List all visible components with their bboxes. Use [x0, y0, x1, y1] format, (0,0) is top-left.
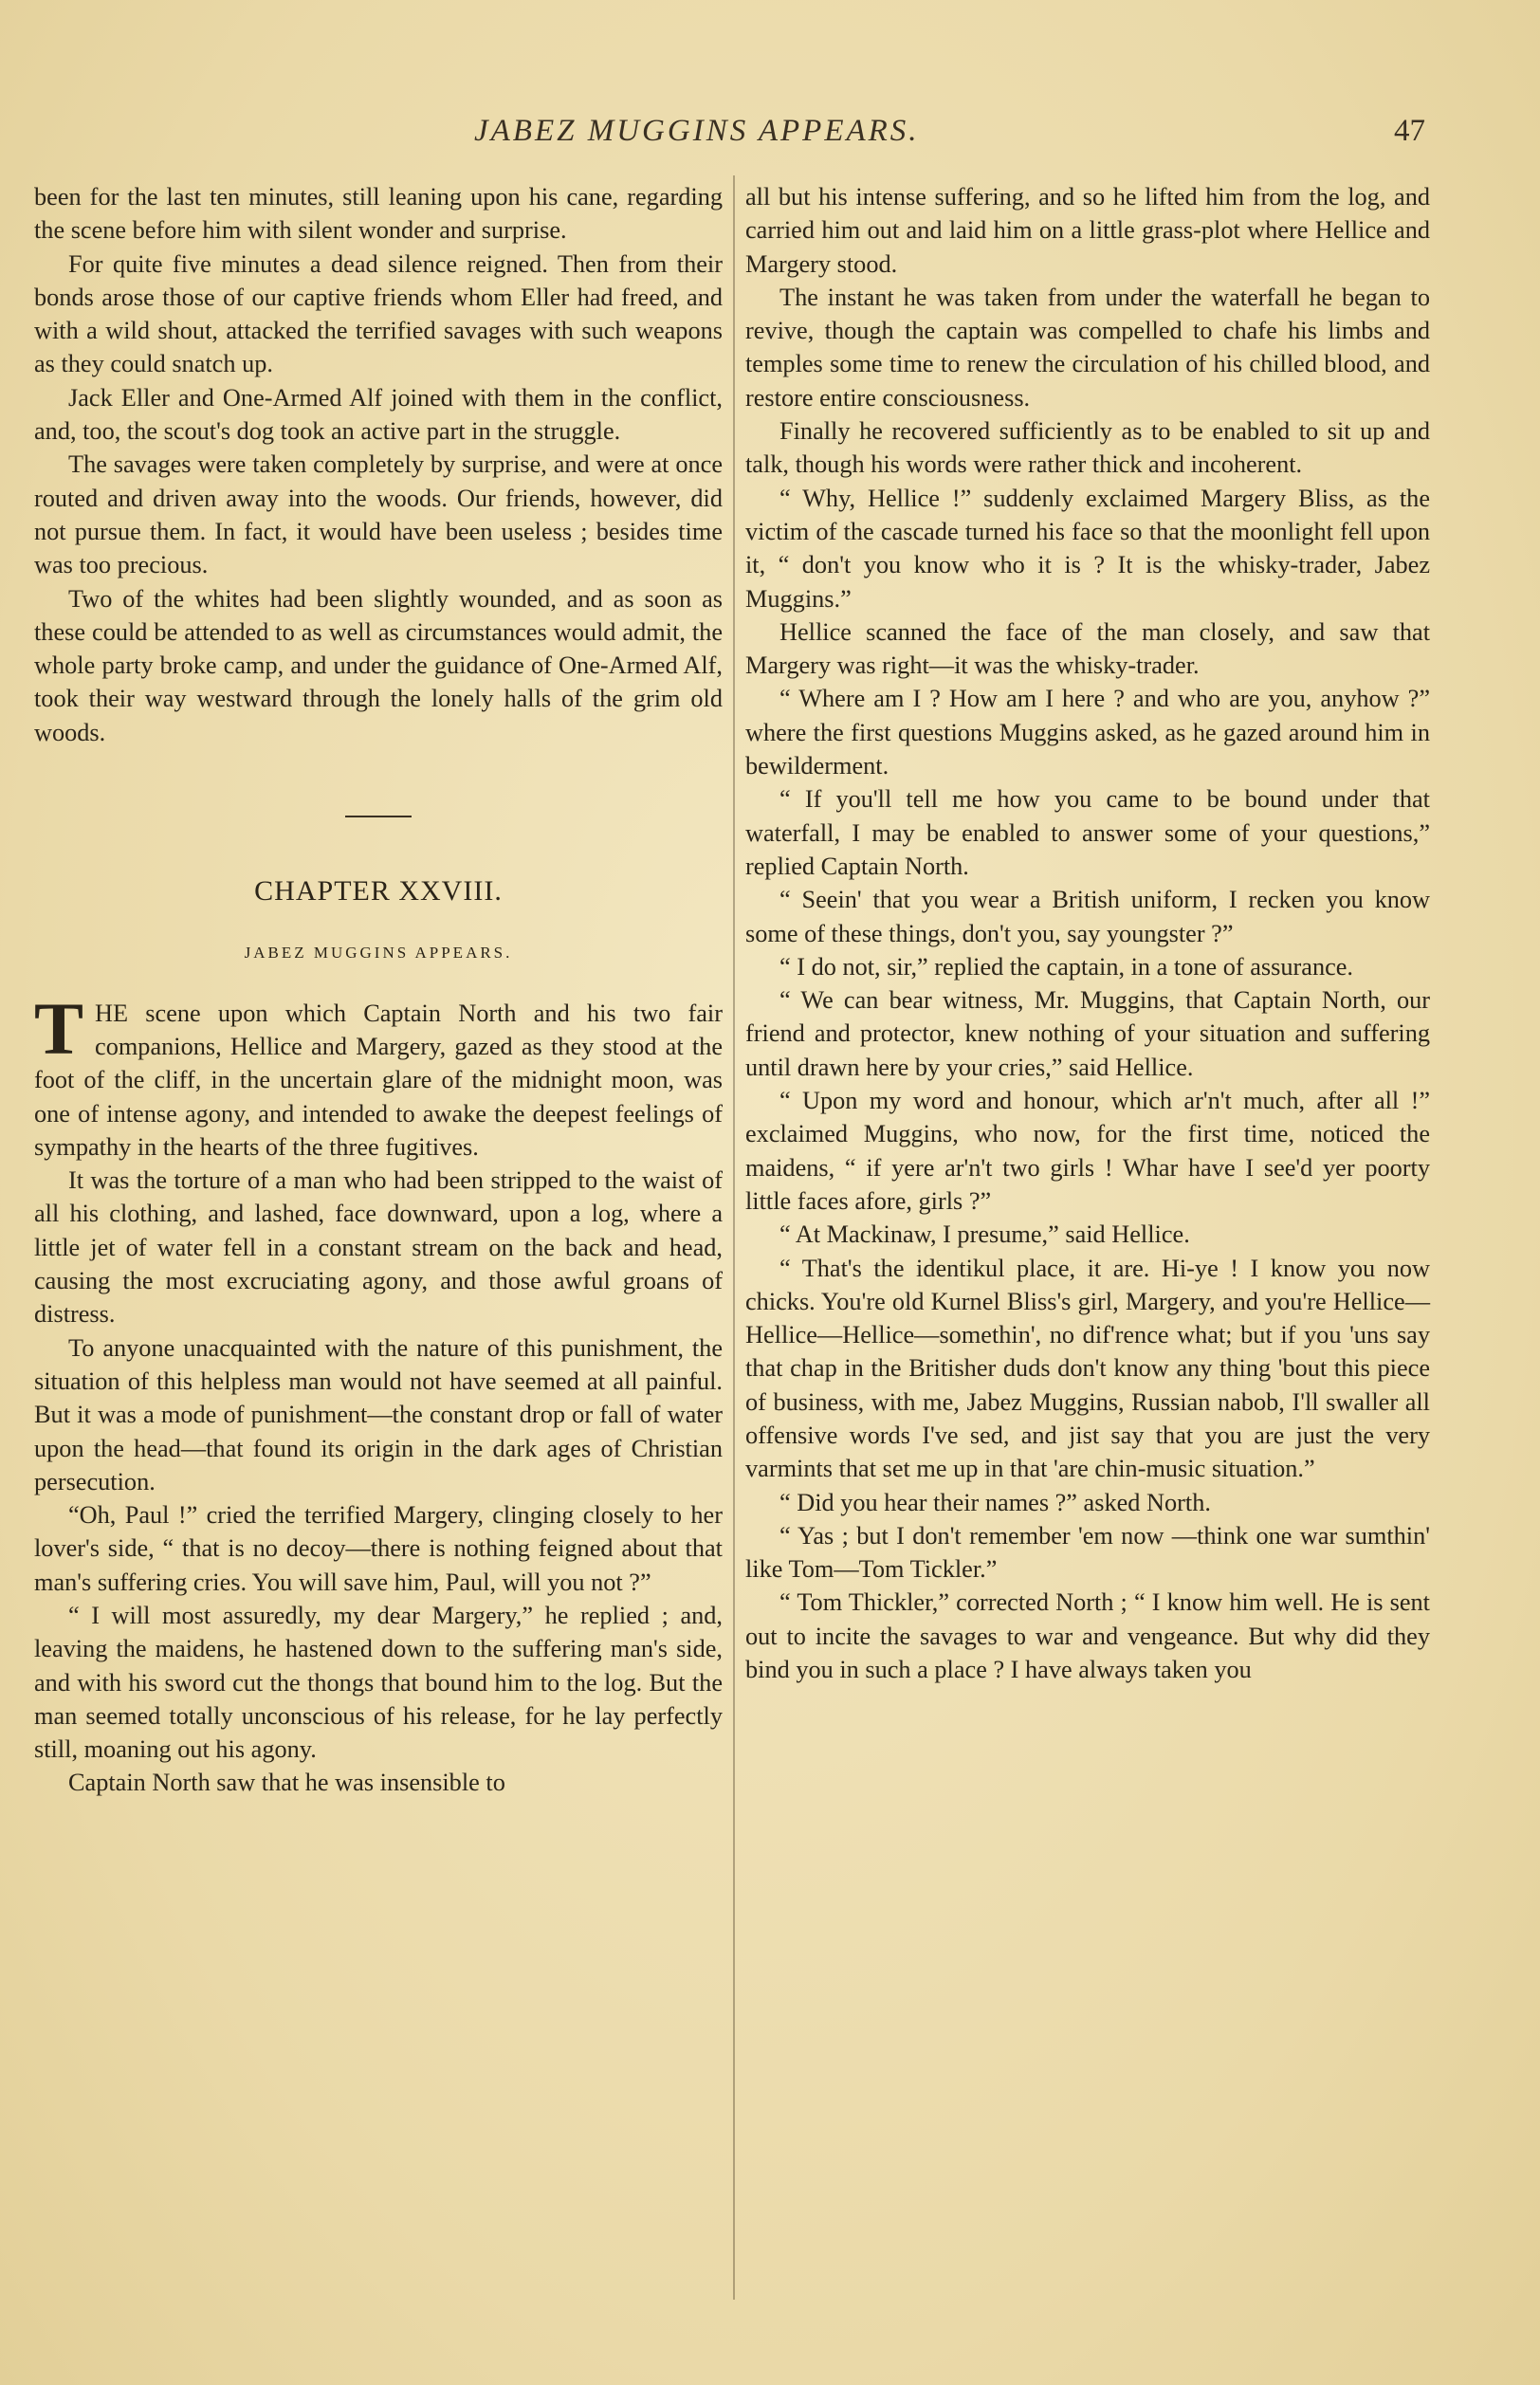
paragraph: “ Where am I ? How am I here ? and who are you, anyhow ?” where the first questions Muggins asked, as he gazed around him in bewilderment.: [745, 685, 1430, 780]
paragraph: “ We can bear witness, Mr. Muggins, that Captain North, our friend and protector, knew nothing of your situation and suffering until drawn here by your cries,” said Hellice.: [745, 986, 1430, 1081]
paragraph: It was the torture of a man who had been stripped to the waist of all his clothing, and lashed, face downward, upon a log, where a little jet of water fell in a constant stream on the back and head, causing the most excruciating agony, and those awful groans of distress.: [34, 1166, 723, 1329]
paragraph: “ Did you hear their names ?” asked North.: [779, 1488, 1211, 1516]
column-divider: [733, 175, 735, 2300]
opening-text: HE scene upon which Captain North and his two fair companions, Hellice and Margery, gazed as they stood at the foot of the cliff, in the uncertain glare of the midnight moon, was one of intense agony, and intended to awake the deepest feelings of sympathy in the hearts of the three fugitives.: [34, 999, 723, 1161]
paragraph: “ Upon my word and honour, which ar'n't much, after all !” exclaimed Muggins, who now, for the first time, noticed the maidens, “ if yere ar'n't two girls ! Whar have I see'd yer poorty little faces afore, girls ?”: [745, 1087, 1430, 1215]
paragraph: “ I will most assuredly, my dear Margery,” he replied ; and, leaving the maidens, he hastened down to the suffering man's side, and with his sword cut the thongs that bound him to the log. But the man seemed totally unconscious of his release, for he lay perfectly still, moaning out his agony.: [34, 1601, 723, 1764]
paragraph: “ Seein' that you wear a British uniform, I recken you know some of these things, don't you, say youngster ?”: [745, 886, 1430, 947]
paragraph: Finally he recovered sufficiently as to be enabled to sit up and talk, though his words were rather thick and incoherent.: [745, 417, 1430, 479]
paragraph: “ Yas ; but I don't remember 'em now —think one war sumthin' like Tom—Tom Tickler.”: [745, 1521, 1430, 1584]
running-title: JABEZ MUGGINS APPEARS.: [474, 114, 920, 148]
running-header: [0, 114, 1540, 152]
paragraph: The savages were taken completely by surprise, and were at once routed and driven away into the woods. Our friends, however, did not pursue them. In fact, it would have been useless ; besides time was too precious.: [34, 450, 723, 579]
chapter-opening-paragraph: [34, 986, 723, 1164]
paragraph: Hellice scanned the face of the man closely, and saw that Margery was right—it was the whisky-trader.: [745, 617, 1430, 680]
paragraph: “ Why, Hellice !” suddenly exclaimed Margery Bliss, as the victim of the cascade turned his face so that the moonlight fell upon it, “ don't you know who it is ? It is the whisky-trader, Jabez Muggins.”: [745, 484, 1430, 613]
paragraph: Captain North saw that he was insensible to: [68, 1769, 505, 1797]
drop-cap: T: [34, 986, 84, 1070]
paragraph: “ At Mackinaw, I presume,” said Hellice.: [779, 1220, 1190, 1249]
chapter-subtitle: JABEZ MUGGINS APPEARS.: [244, 944, 513, 963]
chapter-heading: CHAPTER XXVIII.: [254, 875, 503, 908]
paragraph: “ Tom Thickler,” corrected North ; “ I know him well. He is sent out to incite the savages to war and vengeance. But why did they bind you in such a place ? I have always taken you: [745, 1588, 1430, 1684]
paragraph: “Oh, Paul !” cried the terrified Margery, clinging closely to her lover's side, “ that is no decoy—there is nothing feigned about that man's suffering cries. You will save him, Paul, will you not ?”: [34, 1501, 723, 1596]
paragraph: been for the last ten minutes, still leaning upon his cane, regarding the scene before him with silent wonder and surprise.: [34, 183, 723, 245]
paragraph: “ I do not, sir,” replied the captain, in a tone of assurance.: [779, 952, 1354, 981]
left-column: [34, 180, 723, 1800]
paragraph: For quite five minutes a dead silence reigned. Then from their bonds arose those of our captive friends whom Eller had freed, and with a wild shout, attacked the terrified savages with such weapons as they could snatch up.: [34, 249, 723, 378]
paragraph: all but his intense suffering, and so he lifted him from the log, and carried him out and laid him on a little grass-plot where Hellice and Margery stood.: [745, 183, 1430, 278]
paragraph: Jack Eller and One-Armed Alf joined with them in the conflict, and, too, the scout's dog took an active part in the struggle.: [34, 383, 723, 446]
section-separator: [345, 816, 412, 817]
paragraph: Two of the whites had been slightly wounded, and as soon as these could be attended to as well as circumstances would admit, the whole party broke camp, and under the guidance of One-Armed Alf, took their way westward through the lonely halls of the grim old woods.: [34, 584, 723, 746]
paragraph: To anyone unacquainted with the nature of this punishment, the situation of this helpless man would not have seemed at all painful. But it was a mode of punishment—the constant drop or fall of water upon the head—that found its origin in the dark ages of Christian persecution.: [34, 1333, 723, 1495]
right-column: [745, 180, 1430, 1686]
paragraph: The instant he was taken from under the waterfall he began to revive, though the captain was compelled to chafe his limbs and temples some time to renew the circulation of his chilled blood, and restore entire consciousness.: [745, 283, 1430, 412]
paragraph: “ If you'll tell me how you came to be bound under that waterfall, I may be enabled to answer some of your questions,” replied Captain North.: [745, 785, 1430, 880]
page-number: 47: [1394, 114, 1425, 148]
paragraph: “ That's the identikul place, it are. Hi-ye ! I know you now chicks. You're old Kurnel Bliss's girl, Margery, and you're Hellice—Hellice—Hellice—somethin', no dif'rence what; but if you 'uns say that chap in the Britisher duds don't know any thing 'bout this piece of business, with me, Jabez Muggins, Russian nabob, I'll swaller all offensive words I've sed, and jist say that you are just the very varmints that set me up in that 'are chin-music situation.”: [745, 1254, 1430, 1483]
